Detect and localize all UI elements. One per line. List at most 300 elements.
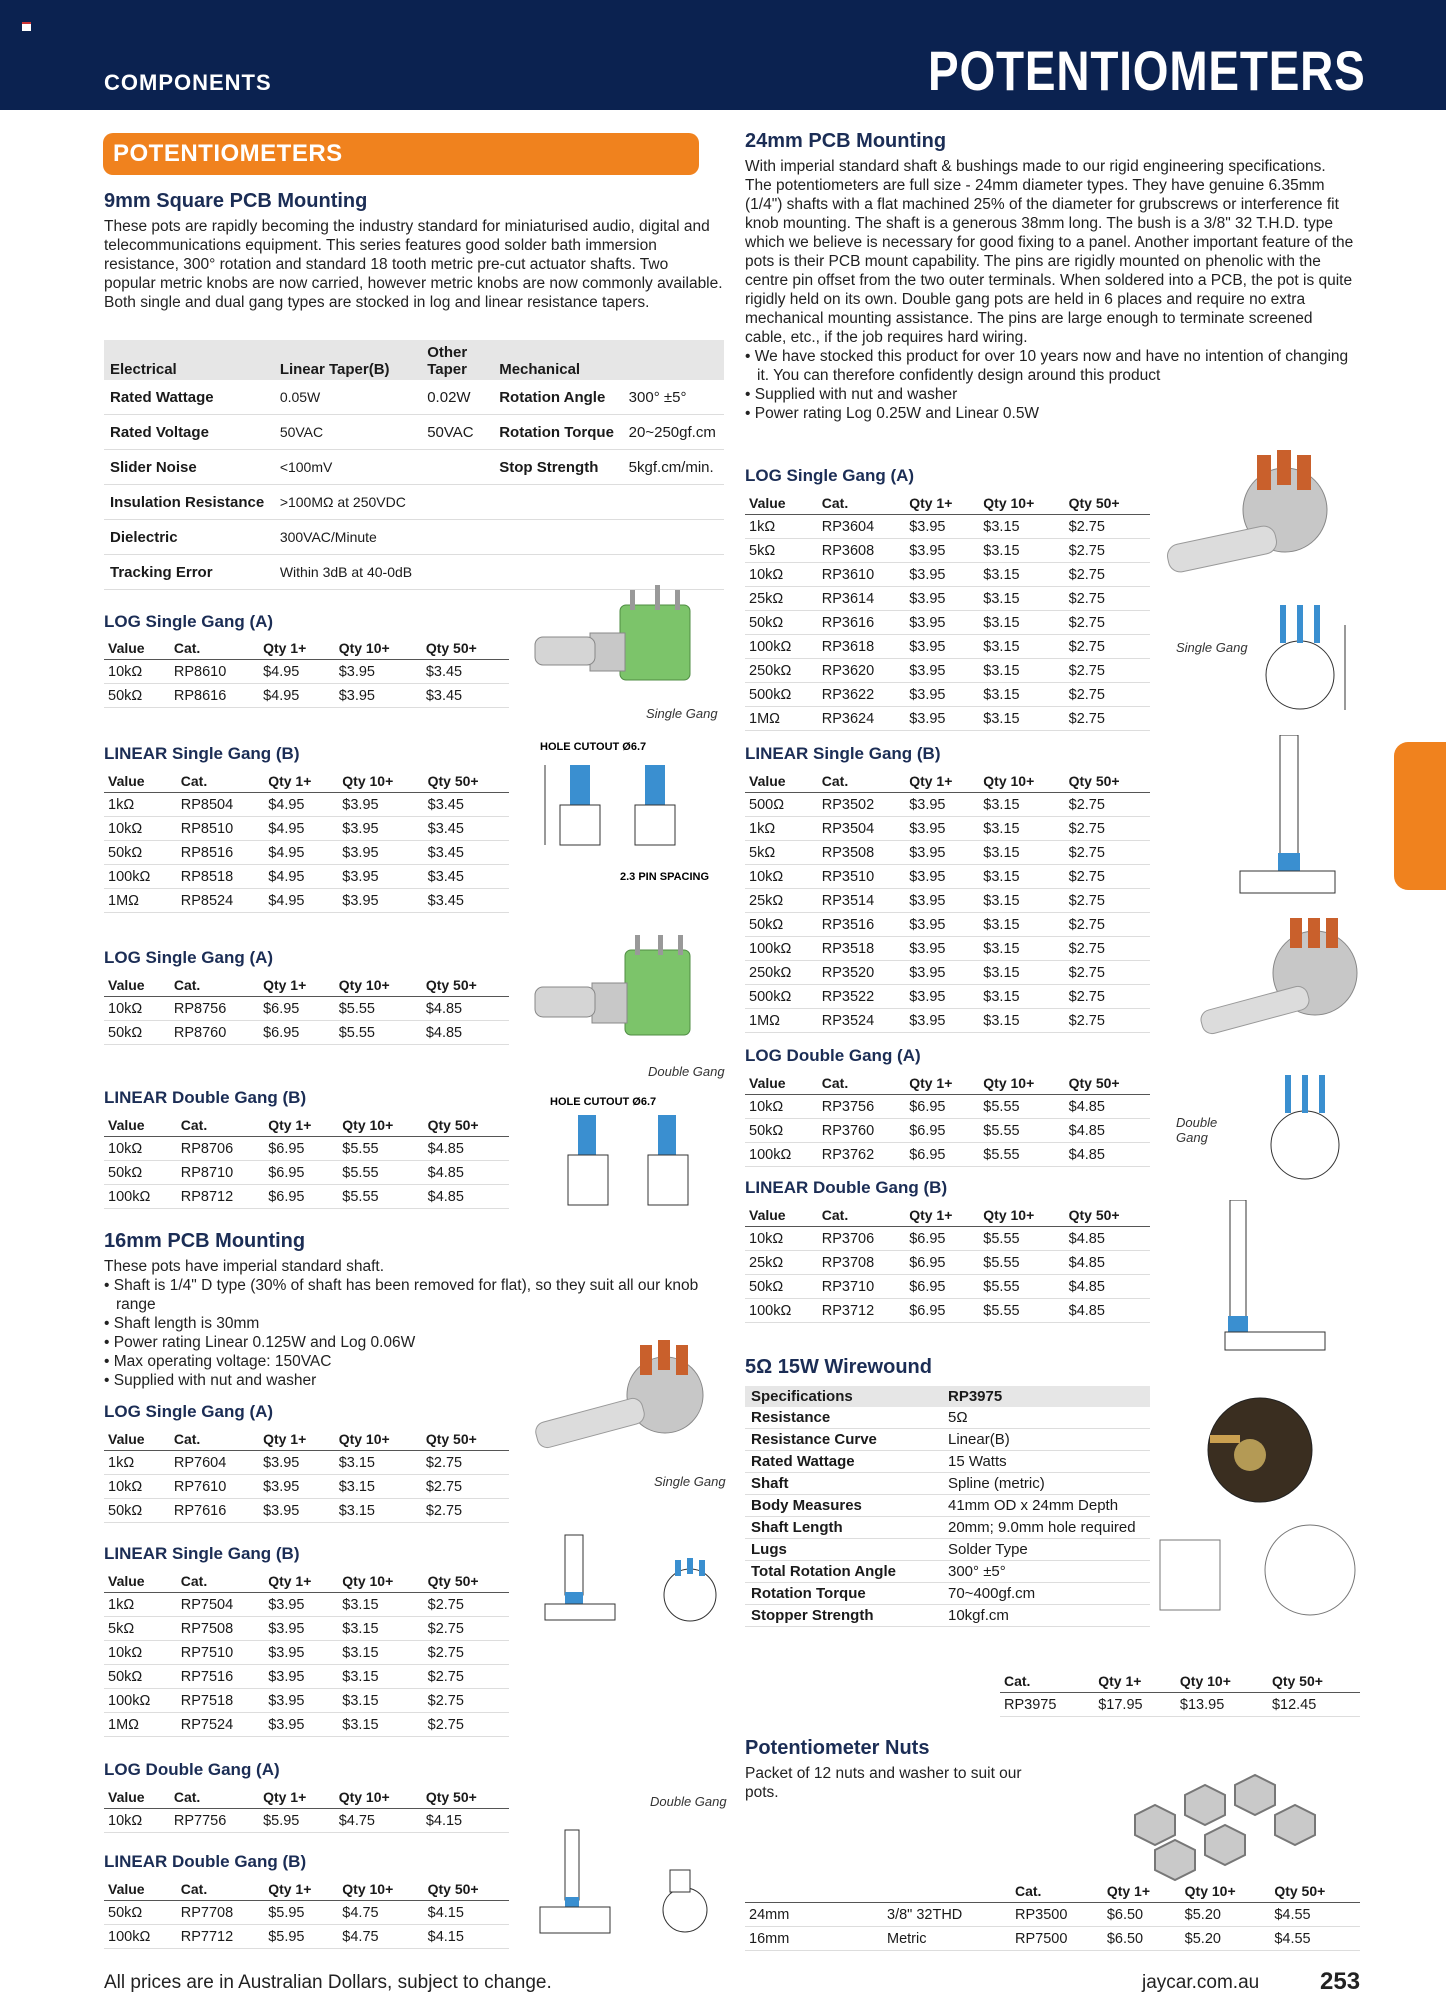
table-row	[745, 1473, 1150, 1495]
cell: Metric	[883, 1927, 1011, 1951]
table-row	[745, 1299, 1150, 1323]
spec-value: 300° ±5°	[942, 1561, 1150, 1583]
table-row	[745, 1495, 1150, 1517]
cell: RP3975	[1000, 1693, 1094, 1717]
pcb9-title: 9mm Square PCB Mounting	[104, 190, 368, 212]
cell: $3.95	[905, 707, 979, 731]
t24-lin-double-title: LINEAR Double Gang (B)	[745, 1178, 948, 1197]
nuts-price-table	[745, 1880, 1360, 1951]
cell: $4.85	[422, 1021, 509, 1045]
col-header: Qty 1+	[259, 1428, 335, 1451]
spec-header: Other Taper	[421, 340, 493, 380]
cell	[623, 520, 724, 555]
cell: 1kΩ	[745, 817, 818, 841]
col-header: Qty 10+	[979, 1204, 1064, 1227]
table-row	[745, 1451, 1150, 1473]
cell: RP7518	[177, 1689, 264, 1713]
table-row	[104, 817, 509, 841]
caption-double-gang: Double Gang	[648, 1064, 725, 1079]
col-header: Qty 50+	[424, 1114, 509, 1137]
pot-9mm-double-diagram	[520, 1090, 730, 1240]
col-header: Cat.	[170, 637, 259, 660]
cell: Within 3dB at 40-0dB	[274, 555, 421, 590]
cell: 50kΩ	[104, 1161, 177, 1185]
col-header: Qty 1+	[264, 1570, 338, 1593]
cell: $3.95	[338, 865, 423, 889]
page-title: POTENTIOMETERS	[928, 39, 1366, 102]
cell: $3.95	[338, 817, 423, 841]
cell: 25kΩ	[745, 889, 818, 913]
table-row	[745, 611, 1150, 635]
col-header: Cat.	[1011, 1880, 1103, 1903]
cell: 16mm	[745, 1927, 883, 1951]
t9-log-double-title: LOG Single Gang (A)	[104, 948, 274, 967]
footer-site: jaycar.com.au	[1142, 1972, 1260, 1993]
bullet: • Shaft is 1/4" D type (30% of shaft has been removed for flat), so they suit all our knob range	[104, 1277, 699, 1313]
cell: $3.15	[979, 659, 1064, 683]
table-row	[745, 1275, 1150, 1299]
cell: $3.95	[264, 1665, 338, 1689]
spec-label: Resistance	[745, 1407, 942, 1429]
cell: $3.45	[424, 889, 509, 913]
cell: $6.95	[259, 1021, 335, 1045]
cell: RP8504	[177, 793, 264, 817]
cell: $3.95	[335, 684, 422, 708]
table-row	[104, 1689, 509, 1713]
cell: $3.95	[905, 817, 979, 841]
cell: $3.15	[979, 1009, 1064, 1033]
spec-header: Mechanical	[493, 340, 724, 380]
cell: $2.75	[424, 1641, 509, 1665]
cell: $2.75	[1065, 707, 1150, 731]
col-header: Qty 1+	[264, 1878, 338, 1901]
cell: $5.55	[338, 1137, 423, 1161]
cell: 1MΩ	[745, 707, 818, 731]
cell: $3.95	[905, 683, 979, 707]
cell: RP7604	[170, 1451, 259, 1475]
footer-note: All prices are in Australian Dollars, subject to change.	[104, 1972, 552, 1993]
cell: Rated Wattage	[104, 380, 274, 415]
col-header: Qty 50+	[422, 1786, 509, 1809]
cell: $3.95	[259, 1451, 335, 1475]
cell: 50kΩ	[745, 913, 818, 937]
cell: $2.75	[1065, 539, 1150, 563]
cell: 100kΩ	[745, 937, 818, 961]
col-header: Qty 1+	[905, 492, 979, 515]
hole-cutout-label: HOLE CUTOUT Ø6.7	[550, 1096, 657, 1108]
col-header: Cat.	[177, 1878, 264, 1901]
table-row	[745, 865, 1150, 889]
spec-value: 10kgf.cm	[942, 1605, 1150, 1627]
cell: $4.85	[1065, 1251, 1150, 1275]
cell: RP3514	[818, 889, 905, 913]
col-header: Qty 10+	[338, 1114, 423, 1137]
col-header: Qty 50+	[1065, 1204, 1150, 1227]
cell: $3.15	[979, 515, 1064, 539]
spec-value: 5Ω	[942, 1407, 1150, 1429]
cell: 50kΩ	[104, 1499, 170, 1523]
cell: 50VAC	[274, 415, 421, 450]
cell: 500kΩ	[745, 683, 818, 707]
col-header: Qty 10+	[979, 770, 1064, 793]
cell: $6.95	[264, 1161, 338, 1185]
cell: $3.15	[979, 539, 1064, 563]
t24-log-single-title: LOG Single Gang (A)	[745, 466, 915, 485]
table-row	[104, 1185, 509, 1209]
table-row	[104, 415, 724, 450]
cell: $3.15	[979, 913, 1064, 937]
cell: RP7516	[177, 1665, 264, 1689]
cell: $2.75	[1065, 1009, 1150, 1033]
col-header: Cat.	[818, 1204, 905, 1227]
cell: RP8616	[170, 684, 259, 708]
col-header: Value	[104, 637, 170, 660]
cell: $6.95	[905, 1299, 979, 1323]
col-header: Qty 10+	[335, 1428, 422, 1451]
t16-lin-double-title: LINEAR Double Gang (B)	[104, 1852, 307, 1871]
pcb24-description	[745, 157, 1355, 423]
cell: $3.15	[979, 865, 1064, 889]
cell: 250kΩ	[745, 961, 818, 985]
wirewound-diagram	[1150, 1510, 1370, 1640]
pot-9mm-single-diagram	[520, 735, 730, 885]
cell: $3.15	[338, 1713, 423, 1737]
col-header: Cat.	[177, 770, 264, 793]
spec-label: Stopper Strength	[745, 1605, 942, 1627]
cell: RP7708	[177, 1901, 264, 1925]
table-row	[104, 684, 509, 708]
pcb9-spec-table	[104, 340, 724, 590]
t24-lin-single-title: LINEAR Single Gang (B)	[745, 744, 941, 763]
table-row	[104, 1593, 509, 1617]
cell: $4.15	[424, 1925, 509, 1949]
cell: $5.55	[338, 1185, 423, 1209]
col-header: Qty 10+	[1176, 1670, 1268, 1693]
cell: $4.75	[338, 1925, 423, 1949]
cell: $3.95	[905, 563, 979, 587]
col-header: Qty 50+	[422, 1428, 509, 1451]
bullet-text: Max operating voltage: 150VAC	[113, 1353, 332, 1370]
cell: $3.95	[905, 913, 979, 937]
cell: 10kΩ	[104, 1475, 170, 1499]
col-header: Cat.	[177, 1114, 264, 1137]
cell: $3.95	[264, 1689, 338, 1713]
cell: $3.95	[905, 611, 979, 635]
cell: 500Ω	[745, 793, 818, 817]
cell: $5.55	[979, 1143, 1064, 1167]
price-table	[104, 1570, 509, 1737]
cell: RP7616	[170, 1499, 259, 1523]
cell: $4.55	[1270, 1903, 1360, 1927]
bullet: • Max operating voltage: 150VAC	[104, 1353, 332, 1370]
t16-lin-single-title: LINEAR Single Gang (B)	[104, 1544, 300, 1563]
cell: $2.75	[424, 1665, 509, 1689]
cell	[493, 485, 622, 520]
cell: RP7610	[170, 1475, 259, 1499]
cell: RP3624	[818, 707, 905, 731]
cell: $3.95	[905, 889, 979, 913]
flag-icon	[22, 22, 31, 31]
spec-value: Spline (metric)	[942, 1473, 1150, 1495]
spec-label: Rated Wattage	[745, 1451, 942, 1473]
spec-label: Body Measures	[745, 1495, 942, 1517]
table-row	[104, 1809, 509, 1833]
col-header: Qty 10+	[979, 492, 1064, 515]
pcb24-title: 24mm PCB Mounting	[745, 130, 947, 152]
cell: RP3620	[818, 659, 905, 683]
cell: >100MΩ at 250VDC	[274, 485, 421, 520]
cell: 10kΩ	[745, 1227, 818, 1251]
table-row	[745, 961, 1150, 985]
col-header	[883, 1880, 1011, 1903]
pcb16-intro: These pots have imperial standard shaft.	[104, 1258, 385, 1275]
cell: $2.75	[1065, 961, 1150, 985]
cell: 50kΩ	[745, 1119, 818, 1143]
table-row	[745, 1119, 1150, 1143]
cell: $2.75	[1065, 865, 1150, 889]
cell: RP3756	[818, 1095, 905, 1119]
cell: RP3524	[818, 1009, 905, 1033]
cell: 1kΩ	[745, 515, 818, 539]
cell: RP3510	[818, 865, 905, 889]
bullet-text: Power rating Linear 0.125W and Log 0.06W	[113, 1334, 416, 1351]
wirewound-title: 5Ω 15W Wirewound	[745, 1356, 932, 1378]
cell: $3.95	[338, 841, 423, 865]
table-row	[745, 659, 1150, 683]
cell: $5.55	[979, 1251, 1064, 1275]
table-row	[104, 485, 724, 520]
spec-label: Shaft	[745, 1473, 942, 1495]
cell: $5.55	[335, 1021, 422, 1045]
t16-log-single-title: LOG Single Gang (A)	[104, 1402, 274, 1421]
cell: 50kΩ	[104, 1901, 177, 1925]
cell: $12.45	[1268, 1693, 1360, 1717]
cell: $3.15	[979, 793, 1064, 817]
col-header	[745, 1880, 883, 1903]
pcb24-desc-text: With imperial standard shaft & bushings made to our rigid engineering specifications. The potentiometers are full size - 24mm diameter types. They have genuine 6.35mm (1/4") shafts with a flat machined 25% of the diameter for grubscrews or interference fit knob mounting. The shaft is a generous 38mm long. The bush is a 3/8" 32 T.H.D. type which we believe is necessary for good fixing to a panel. Another important feature of the pots is their PCB mount capability. The pins are rigidly mounted on phenolic with the centre pin offset from the two outer terminals. When soldered into a PCB, the pot is quite rigidly held on its own. Double gang pots are held in 6 places and require no extra mechanical mounting assistance. The pins are large enough to terminate screened cable, etc., if the job requires hard wiring.	[745, 158, 1354, 346]
col-header: Cat.	[818, 492, 905, 515]
col-header: Qty 1+	[1103, 1880, 1181, 1903]
cell: RP8710	[177, 1161, 264, 1185]
price-table	[745, 1204, 1150, 1323]
table-row	[104, 841, 509, 865]
cell: $3.95	[905, 865, 979, 889]
table-row	[104, 793, 509, 817]
col-header: Qty 10+	[338, 770, 423, 793]
col-header: Qty 50+	[1065, 770, 1150, 793]
table-row	[104, 1665, 509, 1689]
col-header: Qty 1+	[264, 1114, 338, 1137]
cell: 50kΩ	[104, 1665, 177, 1689]
cell: $3.95	[905, 587, 979, 611]
cell: $5.55	[979, 1119, 1064, 1143]
pot-24mm-linear-diagram	[1210, 735, 1370, 915]
bullet-text: Supplied with nut and washer	[113, 1372, 317, 1389]
col-header: Qty 10+	[335, 1786, 422, 1809]
spec-header: RP3975	[942, 1386, 1150, 1407]
col-header: Qty 10+	[338, 1878, 423, 1901]
cell: $4.15	[422, 1809, 509, 1833]
cell: $6.95	[264, 1185, 338, 1209]
t16-log-double-title: LOG Double Gang (A)	[104, 1760, 280, 1779]
spec-value: 70~400gf.cm	[942, 1583, 1150, 1605]
cell: $2.75	[1065, 659, 1150, 683]
caption-single-gang: Single Gang	[654, 1474, 726, 1489]
cell: 100kΩ	[745, 1299, 818, 1323]
cell: $2.75	[1065, 889, 1150, 913]
cell: $2.75	[1065, 841, 1150, 865]
cell: $3.45	[422, 684, 509, 708]
col-header: Qty 1+	[264, 770, 338, 793]
hole-cutout-label: HOLE CUTOUT Ø6.7	[540, 741, 647, 753]
price-table	[745, 492, 1150, 731]
cell: $17.95	[1094, 1693, 1176, 1717]
cell: $6.95	[905, 1251, 979, 1275]
pin-spacing-label: 2.3 PIN SPACING	[620, 871, 710, 883]
cell: RP8760	[170, 1021, 259, 1045]
col-header: Qty 1+	[259, 1786, 335, 1809]
cell: $5.20	[1181, 1927, 1271, 1951]
cell: 24mm	[745, 1903, 883, 1927]
col-header: Value	[745, 1204, 818, 1227]
table-row	[1000, 1693, 1360, 1717]
table-row	[104, 1475, 509, 1499]
spec-label: Rotation Torque	[745, 1583, 942, 1605]
cell: $3.95	[335, 660, 422, 684]
cell: $5.55	[979, 1299, 1064, 1323]
pot-16mm-double-diagram	[525, 1825, 730, 1955]
cell: $5.20	[1181, 1903, 1271, 1927]
spec-value: 20mm; 9.0mm hole required	[942, 1517, 1150, 1539]
top-banner	[0, 0, 1446, 110]
bullet-text: Supplied with nut and washer	[754, 386, 958, 403]
cell: 100kΩ	[104, 1185, 177, 1209]
cell: 5kgf.cm/min.	[623, 450, 724, 485]
table-row	[745, 793, 1150, 817]
spec-label: Lugs	[745, 1539, 942, 1561]
cell: $3.95	[905, 515, 979, 539]
cell: RP3712	[818, 1299, 905, 1323]
nuts-photo	[1105, 1755, 1345, 1885]
table-row	[745, 515, 1150, 539]
cell: RP7524	[177, 1713, 264, 1737]
cell: RP8516	[177, 841, 264, 865]
cell: $4.95	[264, 889, 338, 913]
col-header: Qty 50+	[1270, 1880, 1360, 1903]
col-header: Qty 50+	[1065, 492, 1150, 515]
table-row	[104, 1617, 509, 1641]
col-header: Qty 50+	[422, 974, 509, 997]
bullet: • Supplied with nut and washer	[745, 386, 958, 403]
cell: 5kΩ	[745, 539, 818, 563]
cell: 1kΩ	[104, 1451, 170, 1475]
cell: $3.15	[979, 985, 1064, 1009]
cell: 100kΩ	[745, 635, 818, 659]
table-row	[104, 1499, 509, 1523]
table-row	[745, 913, 1150, 937]
cell: RP3710	[818, 1275, 905, 1299]
cell: $3.45	[424, 817, 509, 841]
wirewound-spec-table	[745, 1386, 1150, 1627]
cell: $5.55	[338, 1161, 423, 1185]
pot-16mm-diagram	[525, 1530, 730, 1650]
cell: $2.75	[1065, 913, 1150, 937]
cell: $3.95	[264, 1593, 338, 1617]
cell: $2.75	[1065, 683, 1150, 707]
cell	[421, 555, 493, 590]
cell: 300° ±5°	[623, 380, 724, 415]
bullet: • Supplied with nut and washer	[104, 1372, 317, 1389]
cell: $3.95	[905, 793, 979, 817]
table-row	[104, 380, 724, 415]
table-row	[104, 1451, 509, 1475]
cell: RP3520	[818, 961, 905, 985]
cell: $2.75	[424, 1713, 509, 1737]
cell: $2.75	[1065, 937, 1150, 961]
cell: 10kΩ	[745, 1095, 818, 1119]
cell: 10kΩ	[104, 1137, 177, 1161]
col-header: Value	[104, 1428, 170, 1451]
cell: $2.75	[422, 1499, 509, 1523]
col-header: Value	[745, 492, 818, 515]
cell: $3.15	[979, 587, 1064, 611]
table-row	[745, 985, 1150, 1009]
table-row	[104, 889, 509, 913]
pot-24mm-double-lin-diagram	[1210, 1200, 1370, 1360]
col-header: Cat.	[170, 1786, 259, 1809]
cell: $3.15	[335, 1451, 422, 1475]
cell: RP3760	[818, 1119, 905, 1143]
cell: $6.95	[905, 1227, 979, 1251]
caption-double-gang: Double Gang	[650, 1794, 727, 1809]
cell: RP3518	[818, 937, 905, 961]
cell: $3.15	[979, 683, 1064, 707]
bullet: • Shaft length is 30mm	[104, 1315, 260, 1332]
cell: $3.45	[424, 793, 509, 817]
t9-log-single-title: LOG Single Gang (A)	[104, 612, 274, 631]
cell: RP3708	[818, 1251, 905, 1275]
cell: $6.50	[1103, 1927, 1181, 1951]
cell: 1MΩ	[104, 1713, 177, 1737]
pot-24mm-double-photo	[1200, 918, 1370, 1058]
cell: $3.95	[264, 1641, 338, 1665]
table-row	[745, 1009, 1150, 1033]
cell: $3.15	[979, 635, 1064, 659]
table-row	[745, 1539, 1150, 1561]
cell: 10kΩ	[745, 865, 818, 889]
table-row	[745, 1227, 1150, 1251]
cell: 5kΩ	[745, 841, 818, 865]
table-row	[745, 817, 1150, 841]
cell: $6.95	[905, 1119, 979, 1143]
cell: Rotation Angle	[493, 380, 622, 415]
spec-label: Total Rotation Angle	[745, 1561, 942, 1583]
spec-label: Resistance Curve	[745, 1429, 942, 1451]
cell: $2.75	[424, 1617, 509, 1641]
cell	[421, 450, 493, 485]
cell: $3.15	[979, 817, 1064, 841]
cell: 100kΩ	[104, 865, 177, 889]
cell: 500kΩ	[745, 985, 818, 1009]
cell: $3.95	[905, 937, 979, 961]
cell: $3.95	[338, 889, 423, 913]
wirewound-price-table	[1000, 1670, 1360, 1717]
cell: $3.45	[424, 841, 509, 865]
cell: $2.75	[424, 1689, 509, 1713]
table-row	[745, 587, 1150, 611]
cell: RP8756	[170, 997, 259, 1021]
cell: Tracking Error	[104, 555, 274, 590]
